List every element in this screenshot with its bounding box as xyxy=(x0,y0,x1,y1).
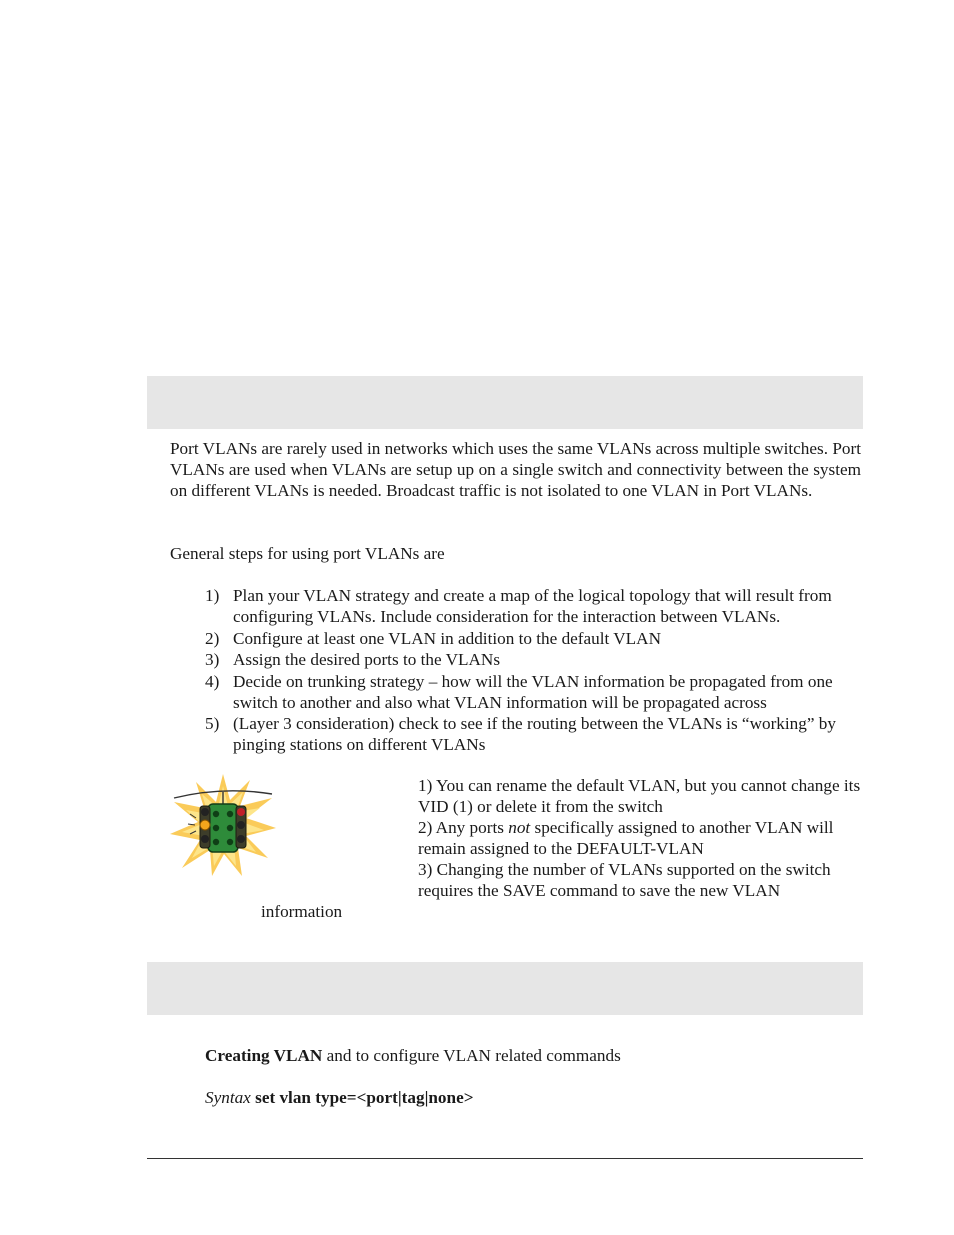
syntax-command: set vlan type=<port|tag|none> xyxy=(250,1088,474,1107)
steps-list xyxy=(205,585,865,756)
notes-block xyxy=(418,775,868,901)
syntax-label: Syntax xyxy=(205,1088,251,1107)
traffic-light-icon xyxy=(168,772,278,878)
step-text: Assign the desired ports to the VLANs xyxy=(233,650,501,669)
list-item xyxy=(205,671,865,713)
step-number: 2) xyxy=(205,628,220,648)
note-2-suffix: specifically assigned to another VLAN will remain assigned to the DEFAULT-VLAN xyxy=(418,818,834,858)
step-text: (Layer 3 consideration) check to see if the routing between the VLANs is “working” by pinging stations on different VLANs xyxy=(233,714,836,754)
section-header-band xyxy=(147,962,863,1015)
step-text: Decide on trunking strategy – how will the VLAN information be propagated from one switch to another and also what VLAN information will be propagated across xyxy=(233,671,833,712)
note-3: 3) Changing the number of VLANs supported on the switch requires the SAVE command to save the new VLAN xyxy=(418,860,831,900)
section-header-band xyxy=(147,376,863,429)
note-2 xyxy=(418,817,868,859)
note-1: 1) You can rename the default VLAN, but you cannot change its VID (1) or delete it from the switch xyxy=(418,776,861,816)
list-item xyxy=(205,713,865,755)
note-2-prefix: 2) Any ports xyxy=(418,818,509,837)
creating-vlan-desc: and to configure VLAN related commands xyxy=(322,1046,621,1065)
intro-paragraph: Port VLANs are rarely used in networks which uses the same VLANs across multiple switches. Port VLANs are used when VLANs are setup up on a single switch and connectivity between the system on different VLANs is needed. Broadcast traffic is not isolated to one VLAN in Port VLANs. xyxy=(170,439,861,500)
list-item xyxy=(205,585,865,627)
step-text: Plan your VLAN strategy and create a map of the logical topology that will result from configuring VLANs. Include consideration for the interaction between VLANs. xyxy=(233,586,832,626)
footer-divider xyxy=(147,1158,863,1159)
note-2-emphasis: not xyxy=(508,818,531,837)
creating-vlan-line xyxy=(205,1045,621,1066)
step-text: Configure at least one VLAN in addition to the default VLAN xyxy=(233,628,662,648)
step-number: 4) xyxy=(205,671,220,691)
steps-intro: General steps for using port VLANs are xyxy=(170,544,445,563)
creating-vlan-label: Creating VLAN xyxy=(205,1046,323,1065)
note-3-tail: information xyxy=(261,902,343,921)
syntax-line xyxy=(205,1087,474,1108)
step-number: 5) xyxy=(205,714,220,733)
step-number: 3) xyxy=(205,650,220,669)
step-number: 1) xyxy=(205,586,220,605)
list-item xyxy=(205,628,865,649)
list-item xyxy=(205,649,865,670)
